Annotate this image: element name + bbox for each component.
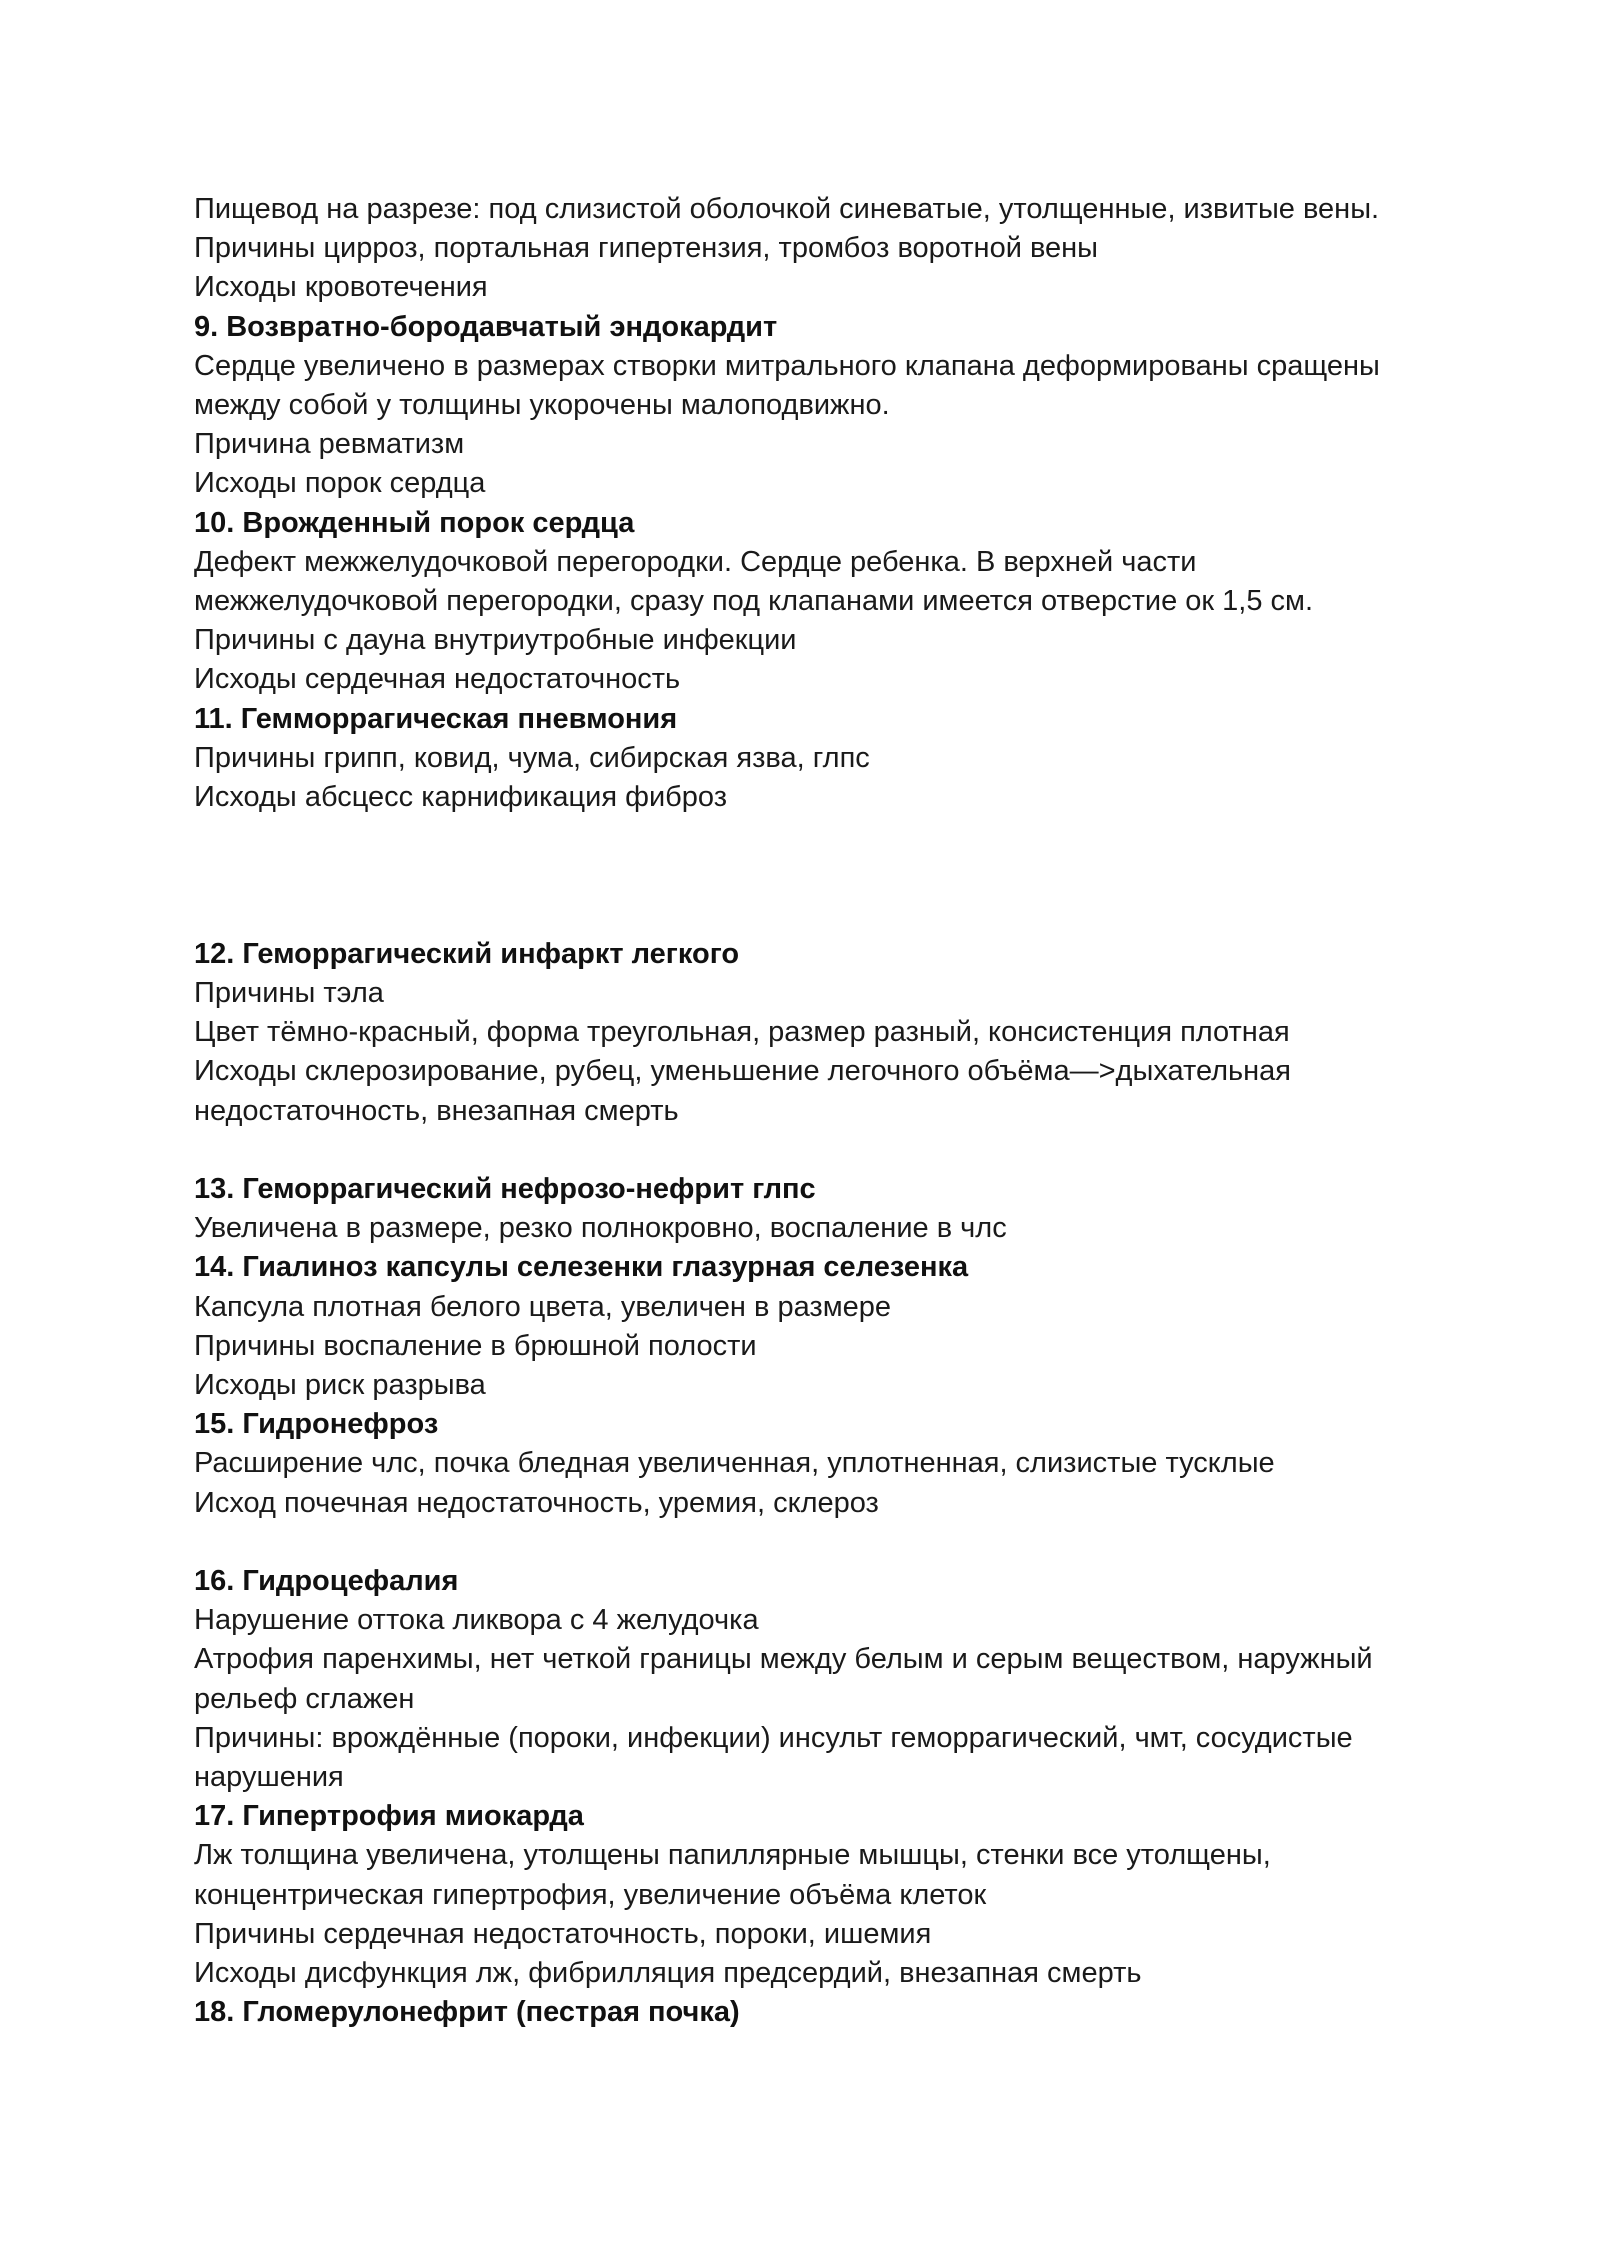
paragraph-outcomes: Исходы склерозирование, рубец, уменьшение легочного объёма—>дыхательная недостаточность, внезапная смерть: [194, 1055, 1291, 1127]
paragraph-causes: Причины воспаление в брюшной полости: [194, 1329, 757, 1362]
paragraph-causes: Причина ревматизм: [194, 428, 465, 461]
document-body: [194, 190, 1444, 2033]
paragraph-causes: Причины грипп, ковид, чума, сибирская язва, глпс: [194, 741, 870, 774]
paragraph-description: Дефект межжелудочковой перегородки. Сердце ребенка. В верхней части межжелудочковой перегородки, сразу под клапанами имеется отверстие ок 1,5 см.: [194, 545, 1314, 618]
heading-item-16: 16. Гидроцефалия: [194, 1565, 459, 1598]
heading-item-10: 10. Врожденный порок сердца: [194, 506, 635, 539]
paragraph-outcomes: Исход почечная недостаточность, уремия, склероз: [194, 1486, 879, 1519]
paragraph-outcomes: Исходы дисфункция лж, фибрилляция предсердий, внезапная смерть: [194, 1957, 1142, 1990]
paragraph-description: Капсула плотная белого цвета, увеличен в размере: [194, 1290, 892, 1323]
blank-space: [194, 817, 1444, 935]
heading-item-17: 17. Гипертрофия миокарда: [194, 1800, 584, 1833]
paragraph-outcomes: Исходы порок сердца: [194, 467, 486, 500]
paragraph-description: Цвет тёмно-красный, форма треугольная, размер разный, консистенция плотная: [194, 1016, 1290, 1049]
heading-item-9: 9. Возвратно-бородавчатый эндокардит: [194, 310, 778, 343]
paragraph-causes: Причины с дауна внутриутробные инфекции: [194, 624, 797, 657]
paragraph-causes: Причины сердечная недостаточность, пороки, ишемия: [194, 1917, 932, 1950]
heading-item-12: 12. Геморрагический инфаркт легкого: [194, 937, 740, 970]
paragraph-description: Расширение члс, почка бледная увеличенная, уплотненная, слизистые тусклые: [194, 1447, 1275, 1480]
heading-item-18: 18. Гломерулонефрит (пестрая почка): [194, 1996, 740, 2029]
blank-line: [194, 1131, 1444, 1170]
paragraph-description: Нарушение оттока ликвора с 4 желудочка: [194, 1604, 759, 1637]
paragraph-description: Лж толщина увеличена, утолщены папиллярные мышцы, стенки все утолщены, концентрическая гипертрофия, увеличение объёма клеток: [194, 1839, 1271, 1911]
heading-item-14: 14. Гиалиноз капсулы селезенки глазурная селезенка: [194, 1251, 969, 1284]
paragraph-outcomes: Исходы сердечная недостаточность: [194, 663, 681, 696]
paragraph-description: Увеличена в размере, резко полнокровно, воспаление в члс: [194, 1212, 1007, 1245]
paragraph-causes: Причины тэла: [194, 977, 384, 1010]
paragraph-esophagus-section: Пищевод на разрезе: под слизистой оболочкой синеватые, утолщенные, извитые вены.: [194, 193, 1380, 225]
heading-item-11: 11. Гемморрагическая пневмония: [194, 702, 678, 735]
paragraph-outcomes: Исходы риск разрыва: [194, 1369, 486, 1402]
blank-line: [194, 1523, 1444, 1562]
heading-item-13: 13. Геморрагический нефрозо-нефрит глпс: [194, 1173, 816, 1206]
paragraph-outcomes: Исходы кровотечения: [194, 271, 488, 304]
paragraph-outcomes: Исходы абсцесс карнификация фиброз: [194, 781, 727, 814]
paragraph-description: Сердце увеличено в размерах створки митрального клапана деформированы сращены между собой у толщины укорочены малоподвижно.: [194, 349, 1380, 422]
paragraph-causes: Причины: врождённые (пороки, инфекции) инсульт геморрагический, чмт, сосудистые нарушения: [194, 1721, 1353, 1794]
paragraph-causes: Причины цирроз, портальная гипертензия, тромбоз воротной вены: [194, 232, 1099, 265]
heading-item-15: 15. Гидронефроз: [194, 1408, 439, 1441]
paragraph-description: Атрофия паренхимы, нет четкой границы между белым и серым веществом, наружный рельеф сглажен: [194, 1643, 1373, 1715]
